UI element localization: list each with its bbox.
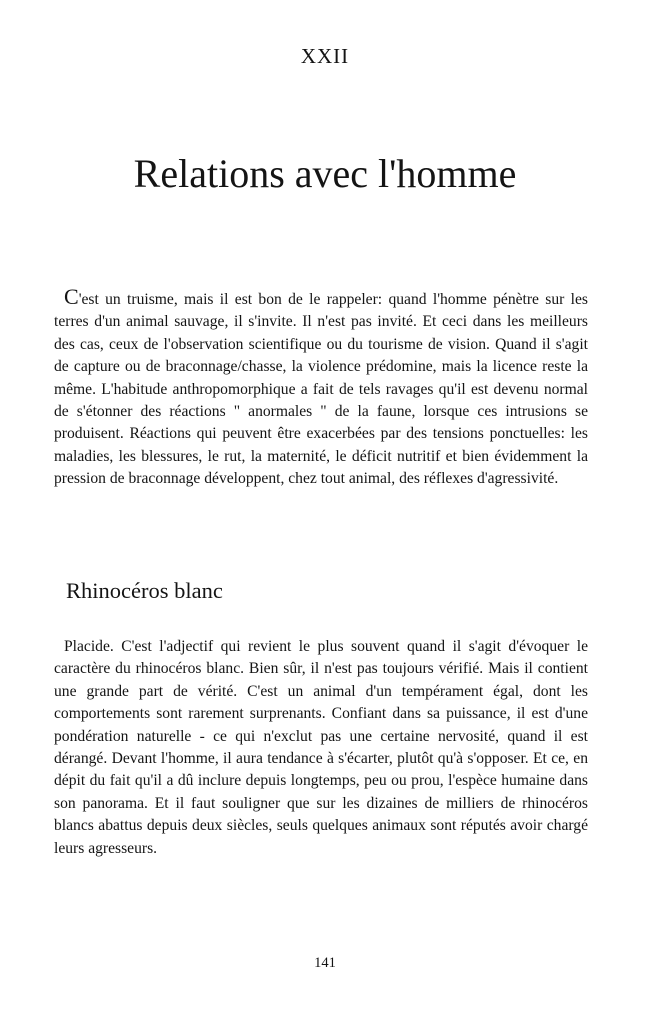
page-number: 141 — [314, 955, 336, 971]
intro-text: 'est un truisme, mais il est bon de le rappeler: quand l'homme pénètre sur les terres d'un animal sauvage, il s'invite. Il n'est pas invité. Et ceci dans les meilleurs des cas, ceux de l'observation scientifique ou du tourisme de vision. Quand il s'agit de capture ou de braconnage/chasse, la violence prédomine, mais la licence reste la même. L'habitude anthropomorphique a fait de tels ravages qu'il est devenu normal de s'étonner des réactions " anormales " de la faune, lorsque ces intrusions se produisent. Réactions qui peuvent être exacerbées par des tensions ponctuelles: les maladies, les blessures, le rut, la maternité, le déficit nutritif et bien évidemment la pression de braconnage développent, chez tout animal, des réflexes d'agressivité. — [54, 291, 588, 488]
chapter-number: XXII — [300, 44, 350, 68]
chapter-title: Relations avec l'homme — [133, 151, 517, 196]
intro-first-letter: C — [64, 284, 79, 309]
section-heading: Rhinocéros blanc — [66, 578, 223, 603]
intro-paragraph — [54, 286, 588, 491]
section-paragraph: Placide. C'est l'adjectif qui revient le plus souvent quand il s'agit d'évoquer le caractère du rhinocéros blanc. Bien sûr, il n'est pas toujours vérifié. Mais il contient une grande part de vérité. C'est un animal d'un tempérament égal, dont les comportements sont rarement surprenants. Confiant dans sa puissance, il est d'une pondération naturelle - ce qui n'exclut pas une certaine nervosité, quand il est dérangé. Devant l'homme, il aura tendance à s'écarter, plutôt qu'à s'opposer. Et ce, en dépit du fait qu'il a dû inclure depuis longtemps, peu ou prou, l'espèce humaine dans son panorama. Et il faut souligner que sur les dizaines de milliers de rhinocéros blancs abattus depuis deux siècles, seuls quelques animaux sont réputés avoir chargé leurs agresseurs. — [54, 638, 588, 857]
